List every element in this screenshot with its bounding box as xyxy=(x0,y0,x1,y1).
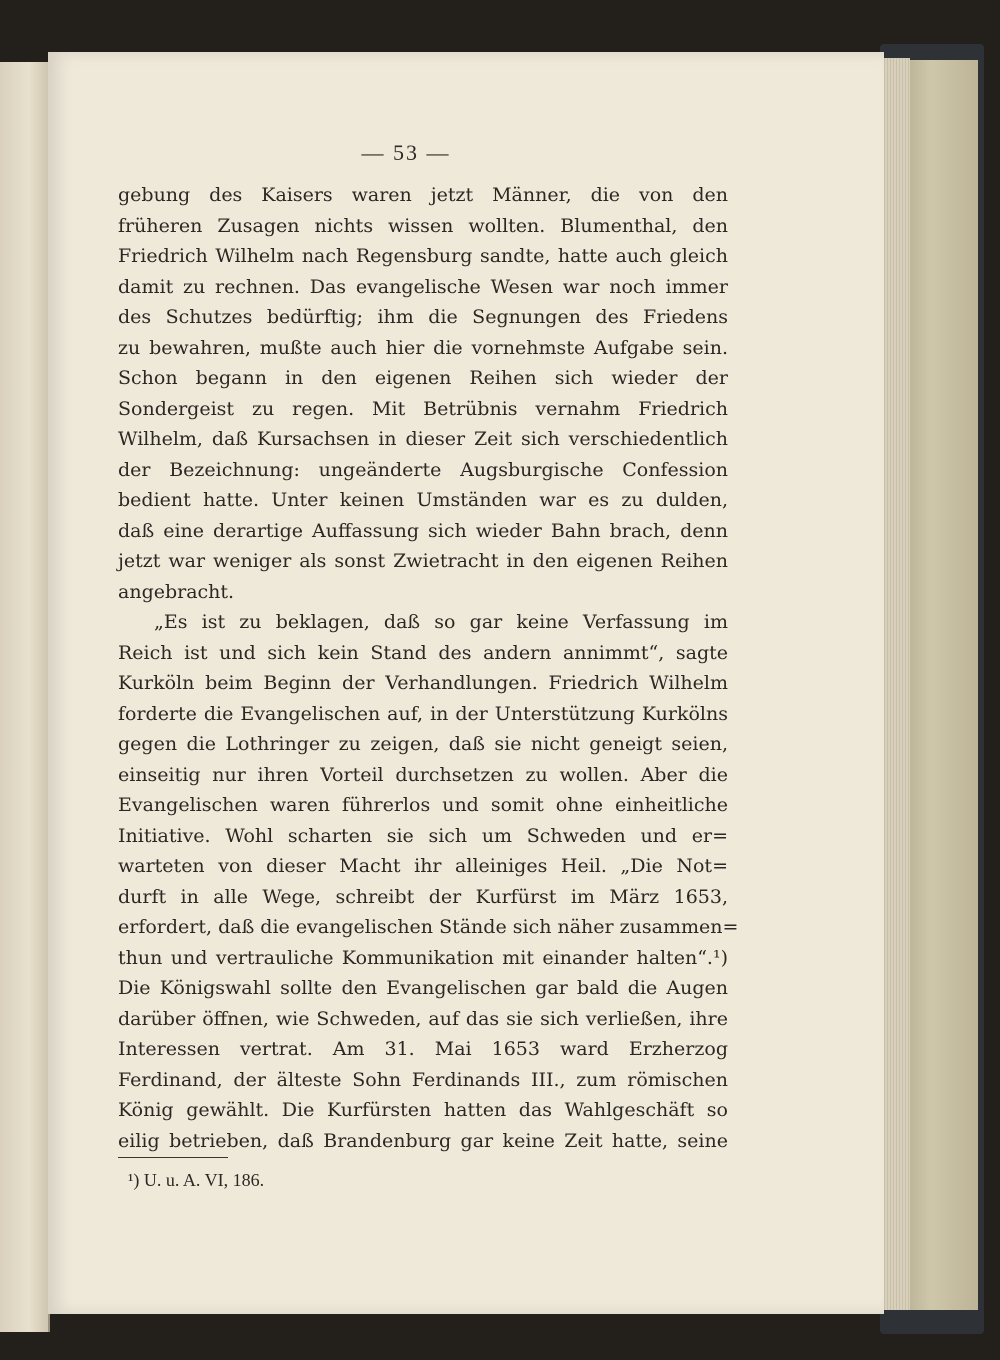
text-line: Reich ist und sich kein Stand des andern annimmt“, sagte xyxy=(118,641,728,664)
text-line: angebracht. xyxy=(118,580,235,603)
body-text xyxy=(118,180,739,1156)
text-line: jetzt war weniger als sonst Zwietracht in den eigenen Reihen xyxy=(118,550,728,572)
text-line: der Bezeichnung: ungeänderte Augsburgische Confession xyxy=(118,458,728,481)
text-line: forderte die Evangelischen auf, in der Unterstützung Kurkölns xyxy=(118,702,728,725)
book-board xyxy=(900,60,978,1310)
text-line: Sondergeist zu regen. Mit Betrübnis vernahm Friedrich xyxy=(118,397,728,420)
text-line: darüber öffnen, wie Schweden, auf das sie sich verließen, ihre xyxy=(118,1007,728,1030)
text-line: thun und vertrauliche Kommunikation mit einander halten“.¹) xyxy=(118,946,728,969)
text-line: bedient hatte. Unter keinen Umständen war es zu dulden, xyxy=(118,489,728,511)
text-line: daß eine derartige Auffassung sich wieder Bahn brach, denn xyxy=(118,519,728,542)
text-line: Evangelischen waren führerlos und somit ohne einheitliche xyxy=(118,794,728,816)
left-page-edge xyxy=(0,62,50,1332)
text-line: früheren Zusagen nichts wissen wollten. Blumenthal, den xyxy=(118,214,728,237)
text-line: durft in alle Wege, schreibt der Kurfürst im März 1653, xyxy=(118,885,728,908)
text-line: zu bewahren, mußte auch hier die vornehmste Aufgabe sein. xyxy=(118,336,728,359)
text-line: gegen die Lothringer zu zeigen, daß sie nicht geneigt seien, xyxy=(118,733,728,755)
text-line: Friedrich Wilhelm nach Regensburg sandte, hatte auch gleich xyxy=(118,245,728,267)
book-page xyxy=(48,52,884,1314)
text-line: Ferdinand, der älteste Sohn Ferdinands III., zum römischen xyxy=(118,1068,728,1091)
footnote: ¹) U. u. A. VI, 186. xyxy=(128,1170,265,1190)
text-line: Wilhelm, daß Kursachsen in dieser Zeit sich verschiedentlich xyxy=(118,428,728,450)
text-line: Die Königswahl sollte den Evangelischen gar bald die Augen xyxy=(118,977,728,999)
text-line: des Schutzes bedürftig; ihm die Segnungen des Friedens xyxy=(118,306,728,328)
text-line: Interessen vertrat. Am 31. Mai 1653 ward Erzherzog xyxy=(118,1038,728,1060)
text-line: warteten von dieser Macht ihr alleiniges Heil. „Die Not= xyxy=(118,855,728,877)
text-line: „Es ist zu beklagen, daß so gar keine Verfassung im xyxy=(154,611,728,633)
text-line: Initiative. Wohl scharten sie sich um Schweden und er= xyxy=(118,824,728,847)
text-line: einseitig nur ihren Vorteil durchsetzen zu wollen. Aber die xyxy=(118,763,728,786)
text-line: Schon begann in den eigenen Reihen sich wieder der xyxy=(118,367,728,389)
text-line: eilig betrieben, daß Brandenburg gar keine Zeit hatte, seine xyxy=(118,1129,728,1152)
text-line: Kurköln beim Beginn der Verhandlungen. Friedrich Wilhelm xyxy=(118,672,728,694)
text-line: gebung des Kaisers waren jetzt Männer, die von den xyxy=(118,184,728,206)
text-line: erfordert, daß die evangelischen Stände sich näher zusammen= xyxy=(118,916,739,938)
text-line: König gewählt. Die Kurfürsten hatten das Wahlgeschäft so xyxy=(118,1099,728,1121)
text-line: damit zu rechnen. Das evangelische Wesen war noch immer xyxy=(118,275,728,298)
page-number: — 53 — xyxy=(361,140,451,165)
footnote-rule xyxy=(118,1157,228,1158)
